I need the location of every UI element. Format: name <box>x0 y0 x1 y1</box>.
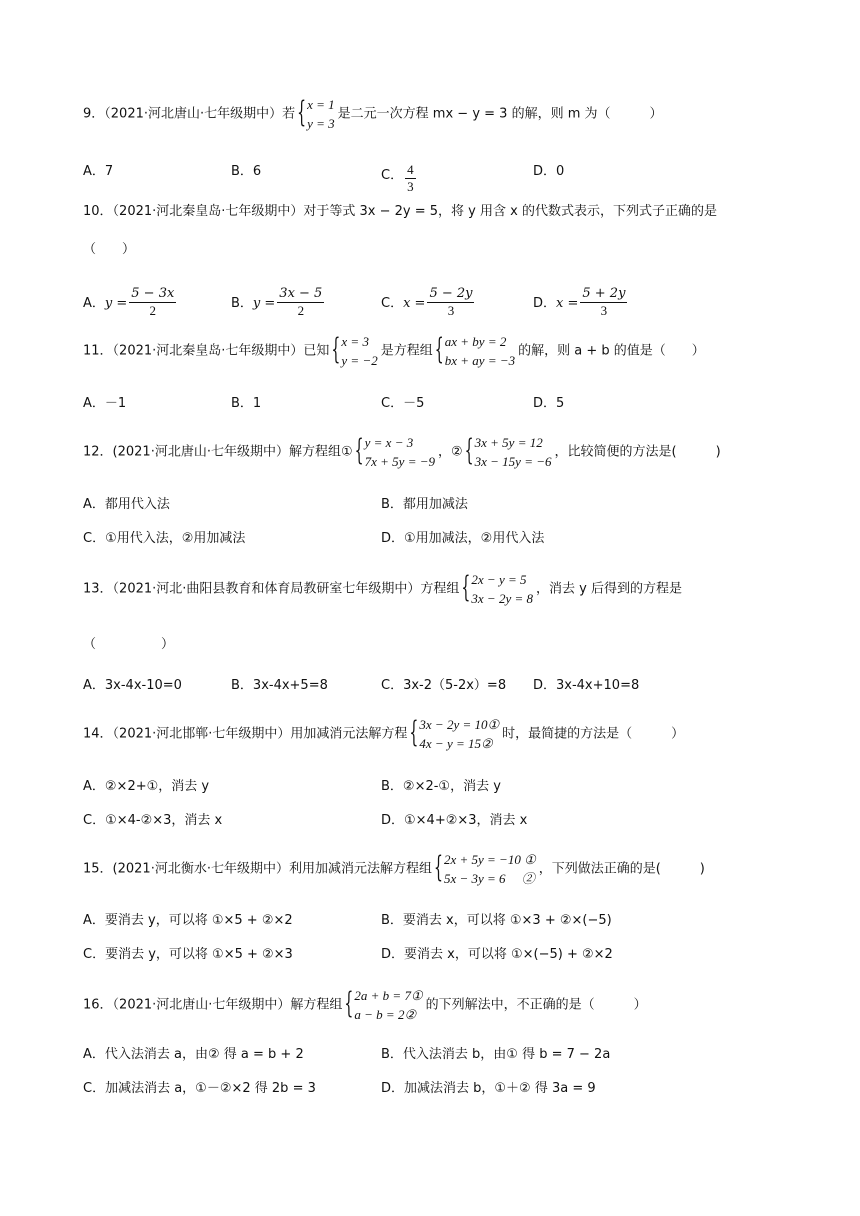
option-a: A．都用代入法 <box>83 497 170 512</box>
option-a: A．7 <box>83 164 114 179</box>
equation-system: { y = x − 3 7x + 5y = −9 <box>356 433 435 471</box>
question-13: 13．（2021·河北·曲阳县教育和体育局教研室七年级期中）方程组 { 2x − y = 5 3x − 2y = 8 ，消去 y 后得到的方程是 <box>83 570 682 608</box>
equation-system: { x = 3 y = −2 <box>332 332 377 370</box>
option-b: B．6 <box>231 164 262 179</box>
option-c: C．－5 <box>381 396 425 411</box>
option-b: B．代入法消去 b，由① 得 b = 7 − 2a <box>381 1047 611 1062</box>
option-b: B．3x-4x+5=8 <box>231 678 328 693</box>
option-b: B．都用加减法 <box>381 497 468 512</box>
question-14: 14．（2021·河北邯郸·七年级期中）用加减消元法解方程 { 3x − 2y = 10① 4x − y = 15② 时，最简捷的方法是（ ） <box>83 715 684 753</box>
option-a: A．－1 <box>83 396 127 411</box>
question-11: 11．（2021·河北秦皇岛·七年级期中）已知 { x = 3 y = −2 是方程组 { ax + by = 2 bx + ay = −3 的解，则 a + b 的值是（ ） <box>83 332 705 370</box>
option-c: C．3x-2（5-2x）=8 <box>381 678 507 693</box>
option-c: C．①用代入法，②用加减法 <box>83 531 246 546</box>
option-d: D．要消去 x，可以将 ①×(−5) + ②×2 <box>381 947 613 962</box>
question-13-paren: （ ） <box>83 637 175 652</box>
option-a: A．②×2+①，消去 y <box>83 779 210 794</box>
question-10-paren: （ ） <box>83 242 136 257</box>
option-c: C．x = $\frac{5 - 2y}{3}$ <box>381 286 473 318</box>
option-d: D．0 <box>533 164 565 179</box>
option-b: B．要消去 x，可以将 ①×3 + ②×(−5) <box>381 913 612 928</box>
option-a: A．3x-4x-10=0 <box>83 678 182 693</box>
equation-system: { 3x − 2y = 10① 4x − y = 15② <box>410 715 499 753</box>
option-d: D．①×4+②×3，消去 x <box>381 813 528 828</box>
option-d: D．3x-4x+10=8 <box>533 678 640 693</box>
option-c: C．要消去 y，可以将 ①×5 + ②×3 <box>83 947 293 962</box>
option-a: A．y = $\frac{5 - 3x}{2}$ <box>83 286 175 318</box>
equation-system: { 3x + 5y = 12 3x − 15y = −6 <box>466 433 552 471</box>
question-12: 12．(2021·河北唐山·七年级期中）解方程组① { y = x − 3 7x + 5y = −9 ，② { 3x + 5y = 12 3x − 15y = −6 ，比较简便的方法是( ) <box>83 433 721 471</box>
option-a: A．要消去 y，可以将 ①×5 + ②×2 <box>83 913 293 928</box>
equation-system: { x = 1 y = 3 <box>298 95 335 133</box>
option-d: D．x = $\frac{5 + 2y}{3}$ <box>533 286 626 318</box>
question-10: 10．（2021·河北秦皇岛·七年级期中）对于等式 3x − 2y = 5，将 y 用含 x 的代数式表示，下列式子正确的是 <box>83 204 717 219</box>
question-15: 15．(2021·河北衡水·七年级期中）利用加减消元法解方程组 { 2x + 5y = −10 ① 5x − 3y = 6 ② ，下列做法正确的是( ) <box>83 850 705 888</box>
option-b: B．y = $\frac{3x - 5}{2}$ <box>231 286 323 318</box>
question-9: 9．（2021·河北唐山·七年级期中）若 { x = 1 y = 3 是二元一次方程 mx − y = 3 的解，则 m 为（ ） <box>83 95 663 133</box>
option-c: C．①×4-②×3，消去 x <box>83 813 223 828</box>
question-16: 16．（2021·河北唐山·七年级期中）解方程组 { 2a + b = 7① a − b = 2② 的下列解法中，不正确的是（ ） <box>83 986 647 1024</box>
equation-system: { ax + by = 2 bx + ay = −3 <box>436 332 515 370</box>
option-d: D．加减法消去 b，①＋② 得 3a = 9 <box>381 1081 596 1096</box>
option-c: C． $\frac{4}{3}$ <box>381 162 414 194</box>
equation-system: { 2a + b = 7① a − b = 2② <box>345 986 422 1024</box>
option-d: D．5 <box>533 396 565 411</box>
option-b: B．1 <box>231 396 262 411</box>
option-c: C．加减法消去 a，①－②×2 得 2b = 3 <box>83 1081 316 1096</box>
equation-system: { 2x − y = 5 3x − 2y = 8 <box>462 570 533 608</box>
option-d: D．①用加减法，②用代入法 <box>381 531 545 546</box>
equation-system: { 2x + 5y = −10 ① 5x − 3y = 6 ② <box>435 850 536 888</box>
option-a: A．代入法消去 a，由② 得 a = b + 2 <box>83 1047 304 1062</box>
option-b: B．②×2-①，消去 y <box>381 779 501 794</box>
